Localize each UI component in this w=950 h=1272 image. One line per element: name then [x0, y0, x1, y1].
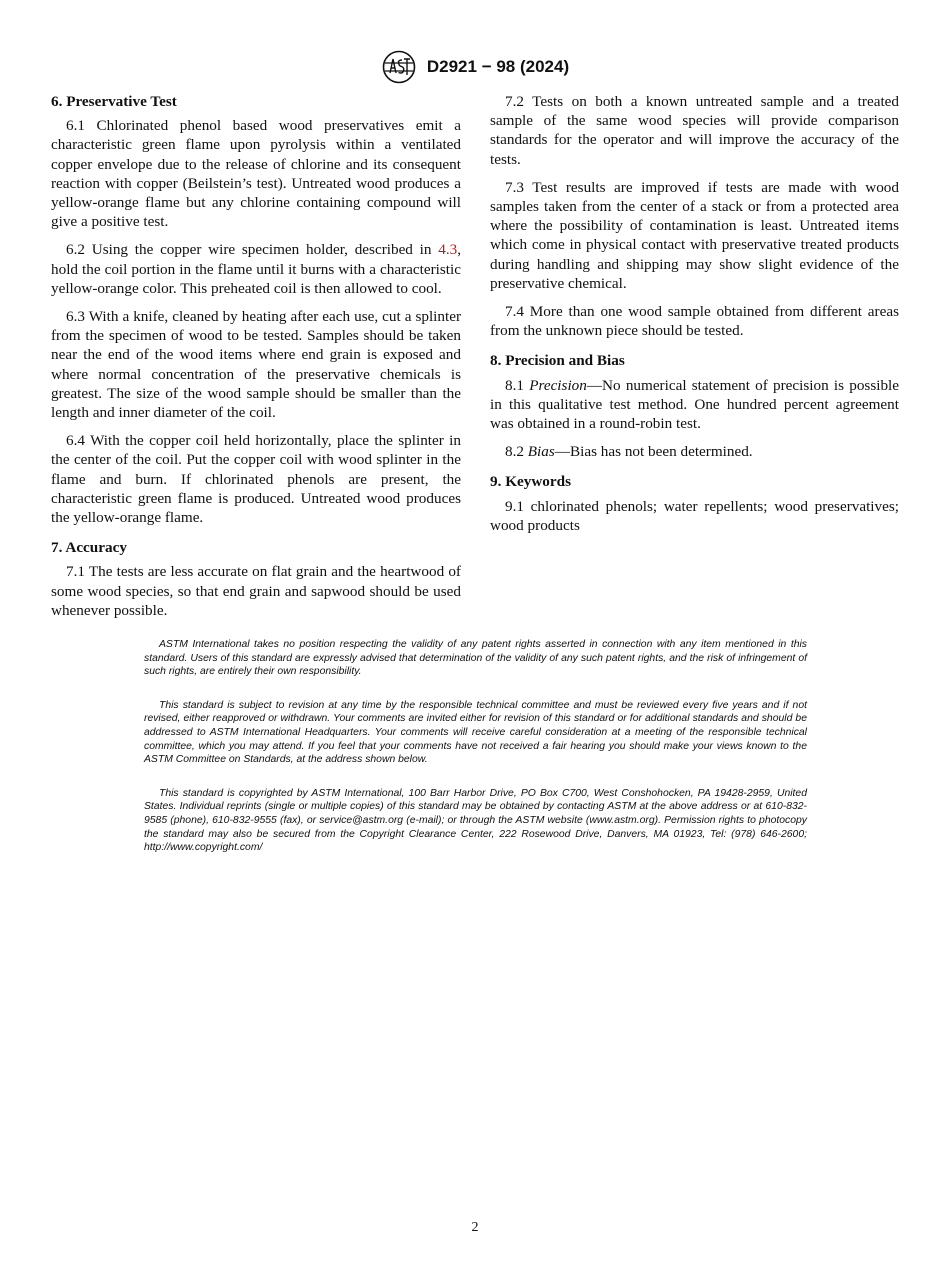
term-precision: Precision	[529, 376, 587, 394]
paragraph-text: —No numerical statement of precision is possible in this qualitative test method. One hundred percent agreement was obtained in a round-robin test.	[490, 376, 900, 433]
paragraph-7-4: 7.4 More than one wood sample obtained from different areas from the unknown piece should be tested.	[490, 303, 899, 340]
left-column	[51, 92, 461, 629]
paragraph-text: 6.2 Using the copper wire specimen holder, described in	[66, 241, 439, 259]
patent-notice: ASTM International takes no position respecting the validity of any patent rights asserted in connection with any item mentioned in this standard. Users of this standard are expressly advised that determination of the validity of any such patent rights, and the risk of infringement of such rights, are entirely their own responsibility.	[144, 639, 807, 678]
term-bias: Bias	[527, 443, 555, 461]
paragraph-6-4: 6.4 With the copper coil held horizontally, place the splinter in the center of the coil. Put the copper coil with wood splinter in the flame and burn. If chlorinated phenols are present, the characteristic green flame is produced. Untreated wood produces the yellow-orange flame.	[51, 432, 461, 527]
paragraph-7-1: 7.1 The tests are less accurate on flat grain and the heartwood of some wood species, so that end grain and sapwood should be used whenever possible.	[51, 563, 461, 619]
section-heading: 6. Preservative Test	[51, 93, 177, 110]
page-number: 2	[471, 1220, 479, 1235]
paragraph-number: 8.2	[505, 443, 528, 461]
revision-notice: This standard is subject to revision at any time by the responsible technical committee and must be reviewed every five years and if not revised, either reapproved or withdrawn. Your comments are invited either for revision of this standard or for additional standards and should be addressed to ASTM International Headquarters. Your comments will receive careful consideration at a meeting of the responsible technical committee, which you may attend. If you feel that your comments have not received a fair hearing you should make your views known to the ASTM Committee on Standards, at the address shown below.	[144, 699, 807, 766]
paragraph-7-3: 7.3 Test results are improved if tests are made with wood samples taken from the center of a stack or from a protected area where the possibility of contamination is least. Untreated items which come in physical contact with preservative treated products during handling and shipping may show slight evidence of the preservative chemical.	[490, 178, 899, 292]
page-header	[0, 50, 950, 84]
paragraph-6-2	[51, 240, 461, 298]
cross-reference-link[interactable]: 4.3	[438, 241, 458, 259]
legal-notices	[144, 638, 807, 875]
paragraph-text: —Bias has not been determined.	[554, 443, 753, 461]
paragraph-6-1: 6.1 Chlorinated phenol based wood preservatives emit a characteristic green flame upon pyrolysis within a ventilated copper envelope due to the release of chlorine and its consequent reaction with copper (Beilstein’s test). Untreated wood produces a yellow-orange flame but any chlorine containing compound will give a positive test.	[51, 117, 461, 231]
paragraph-7-2: 7.2 Tests on both a known untreated sample and a treated sample of the same wood species will provide comparison standards for the operator and will improve the accuracy of the tests.	[490, 93, 899, 168]
paragraph-8-1	[490, 376, 899, 434]
paragraph-number: 8.1	[505, 376, 530, 394]
section-heading: 7. Accuracy	[51, 539, 127, 557]
standard-designation: D2921 − 98 (2024)	[426, 57, 570, 76]
astm-logo-icon	[381, 50, 417, 84]
right-column	[490, 92, 899, 544]
paragraph-8-2	[490, 442, 899, 461]
section-heading: 8. Precision and Bias	[490, 352, 625, 370]
copyright-notice: This standard is copyrighted by ASTM International, 100 Barr Harbor Drive, PO Box C700, West Conshohocken, PA 19428-2959, United States. Individual reprints (single or multiple copies) of this standard may be obtained by contacting ASTM at the above address or at 610-832-9585 (phone), 610-832-9555 (fax), or service@astm.org (e-mail); or through the ASTM website (www.astm.org). Permission rights to photocopy the standard may also be secured from the Copyright Clearance Center, 222 Rosewood Drive, Danvers, MA 01923, Tel: (978) 646-2600; http://www.copyright.com/	[144, 787, 807, 854]
section-heading: 9. Keywords	[490, 473, 571, 491]
paragraph-text: , hold the coil portion in the flame until it burns with a characteristic yellow-orange color. This preheated coil is then allowed to cool.	[51, 241, 461, 297]
paragraph-9-1: 9.1 chlorinated phenols; water repellents; wood preservatives; wood products	[490, 497, 899, 534]
paragraph-6-3: 6.3 With a knife, cleaned by heating after each use, cut a splinter from the specimen of wood to be tested. Samples should be taken near the end of the wood items where end grain is exposed and where normal concentration of the preservative chemicals is greatest. The size of the wood sample should be smaller than the length and inner diameter of the coil.	[51, 308, 461, 422]
